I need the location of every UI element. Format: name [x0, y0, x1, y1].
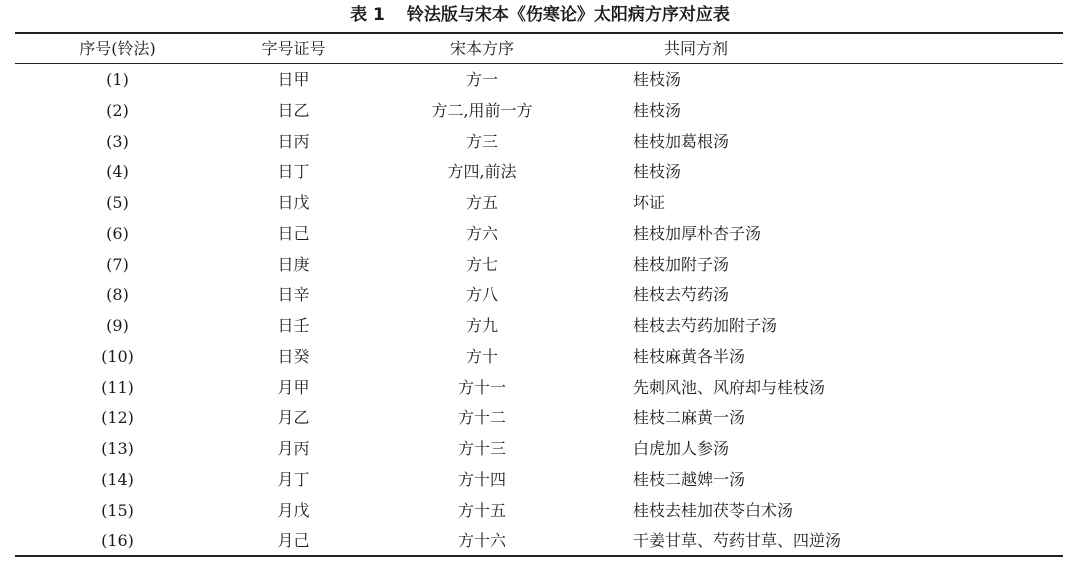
cell-code: 日辛 — [277, 285, 310, 305]
table-caption — [0, 4, 1080, 26]
header-code: 字号证号 — [261, 39, 326, 58]
cell-index: (10) — [101, 346, 134, 366]
table-row — [15, 157, 1063, 188]
table-row — [15, 403, 1063, 434]
cell-index: (14) — [101, 469, 134, 489]
table-row — [15, 127, 1063, 158]
cell-song-order: 方四,前法 — [447, 162, 517, 182]
header-index: 序号(铃法) — [79, 39, 156, 58]
table-row — [15, 280, 1063, 311]
cell-index: (12) — [101, 408, 134, 428]
cell-song-order: 方十四 — [457, 469, 506, 489]
cell-formula: 桂枝二越婢一汤 — [633, 469, 746, 489]
cell-code: 日癸 — [277, 346, 310, 366]
cell-index: (1) — [106, 70, 129, 89]
cell-song-order: 方五 — [465, 193, 498, 212]
cell-code: 月丁 — [277, 469, 310, 489]
header-rule — [15, 63, 1063, 64]
table-row — [15, 434, 1063, 465]
cell-code: 日乙 — [277, 100, 310, 120]
cell-formula: 干姜甘草、芍药甘草、四逆汤 — [633, 531, 842, 551]
table-row — [15, 496, 1063, 527]
cell-formula: 桂枝去芍药加附子汤 — [633, 316, 778, 335]
table-header — [15, 34, 1063, 63]
cell-index: (2) — [106, 100, 129, 120]
cell-song-order: 方三 — [465, 131, 498, 151]
cell-code: 月丙 — [277, 439, 310, 458]
table-row — [15, 373, 1063, 404]
cell-code: 日戊 — [277, 193, 310, 212]
cell-index: (9) — [106, 316, 129, 335]
cell-formula: 白虎加人参汤 — [633, 439, 730, 458]
cell-formula: 桂枝去桂加茯苓白术汤 — [633, 500, 794, 520]
cell-index: (15) — [101, 500, 134, 520]
cell-song-order: 方十三 — [457, 439, 506, 458]
cell-formula: 桂枝二麻黄一汤 — [633, 408, 746, 428]
cell-song-order: 方十 — [465, 346, 498, 366]
cell-index: (16) — [101, 531, 134, 551]
table-row — [15, 65, 1063, 96]
table-row — [15, 526, 1063, 557]
cell-index: (5) — [106, 193, 129, 212]
table-body — [15, 65, 1063, 557]
cell-song-order: 方十二 — [457, 408, 506, 428]
cell-index: (3) — [106, 131, 129, 151]
table-row — [15, 342, 1063, 373]
cell-formula: 桂枝加葛根汤 — [633, 131, 730, 151]
cell-formula: 桂枝汤 — [633, 100, 682, 120]
cell-formula: 桂枝汤 — [633, 162, 682, 182]
table-row — [15, 219, 1063, 250]
cell-code: 日丁 — [277, 162, 310, 182]
cell-formula: 桂枝加厚朴杏子汤 — [633, 223, 762, 243]
cell-index: (7) — [106, 254, 129, 274]
cell-song-order: 方十一 — [457, 377, 506, 397]
table-caption-label: 表 1 — [350, 5, 385, 25]
table-row — [15, 188, 1063, 219]
cell-song-order: 方六 — [465, 223, 498, 243]
table-row — [15, 465, 1063, 496]
cell-song-order: 方一 — [465, 70, 498, 89]
cell-index: (8) — [106, 285, 129, 305]
cell-formula: 桂枝汤 — [633, 70, 682, 89]
cell-song-order: 方八 — [465, 285, 498, 305]
cell-code: 日壬 — [277, 316, 310, 335]
table-caption-title: 铃法版与宋本《伤寒论》太阳病方序对应表 — [406, 5, 730, 25]
cell-code: 日甲 — [277, 70, 310, 89]
cell-index: (6) — [106, 223, 129, 243]
cell-index: (11) — [101, 377, 134, 397]
cell-formula: 桂枝去芍药汤 — [633, 285, 730, 305]
cell-code: 日庚 — [277, 254, 310, 274]
cell-song-order: 方二,用前一方 — [431, 100, 533, 120]
cell-index: (4) — [106, 162, 129, 182]
cell-code: 月乙 — [277, 408, 310, 428]
cell-index: (13) — [101, 439, 134, 458]
cell-code: 日己 — [277, 223, 310, 243]
cell-song-order: 方七 — [465, 254, 498, 274]
header-formula: 共同方剂 — [664, 39, 729, 58]
cell-code: 月甲 — [277, 377, 310, 397]
cell-formula: 桂枝加附子汤 — [633, 254, 730, 274]
table-row — [15, 250, 1063, 281]
cell-code: 月己 — [277, 531, 310, 551]
cell-formula: 先刺风池、风府却与桂枝汤 — [633, 377, 826, 397]
table-row — [15, 311, 1063, 342]
cell-song-order: 方十五 — [457, 500, 506, 520]
cell-formula: 坏证 — [633, 193, 666, 212]
header-row — [15, 34, 1063, 63]
table-row — [15, 96, 1063, 127]
cell-song-order: 方十六 — [457, 531, 506, 551]
cell-formula: 桂枝麻黄各半汤 — [633, 346, 746, 366]
cell-song-order: 方九 — [465, 316, 498, 335]
cell-code: 月戊 — [277, 500, 310, 520]
header-song-order: 宋本方序 — [449, 39, 514, 58]
cell-code: 日丙 — [277, 131, 310, 151]
